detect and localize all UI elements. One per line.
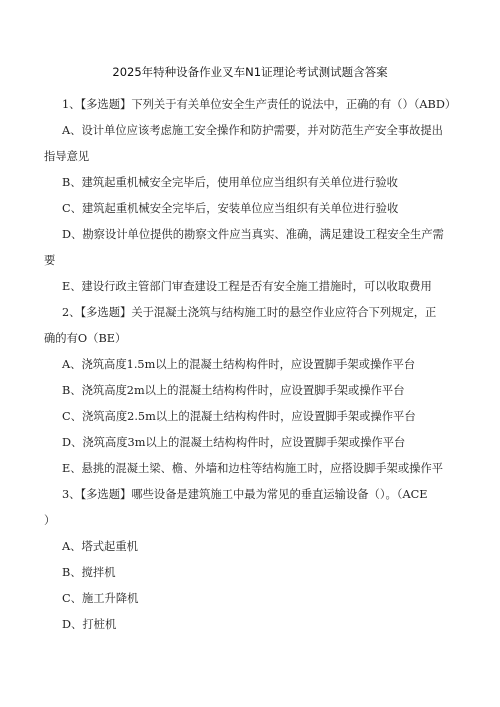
text-line: 2、【多选题】关于混凝土浇筑与结构施工时的悬空作业应符合下列规定，正 <box>62 306 437 319</box>
text-line: 确的有O（BE） <box>44 332 127 345</box>
text-line: C、浇筑高度2.5m以上的混凝土结构构件时，应设置脚手架或操作平台 <box>62 410 416 423</box>
text-line: 1、【多选题】下列关于有关单位安全生产责任的说法中，正确的有（）（ABD） <box>62 98 457 111</box>
text-line: 指导意见 <box>44 150 90 163</box>
text-line: E、悬挑的混凝土梁、檐、外墙和边柱等结构施工时，应搭设脚手架或操作平 <box>62 462 444 475</box>
text-line: B、搅拌机 <box>62 566 116 579</box>
text-line: A、塔式起重机 <box>62 540 138 553</box>
text-line: C、施工升降机 <box>62 592 139 605</box>
text-line: A、设计单位应该考虑施工安全操作和防护需要，并对防范生产安全事故提出 <box>62 124 443 137</box>
text-line: 3、【多选题】哪些设备是建筑施工中最为常见的垂直运输设备（）。（ACE <box>62 488 428 501</box>
text-line: B、建筑起重机械安全完毕后，使用单位应当组织有关单位进行验收 <box>62 176 398 189</box>
document-body <box>44 92 464 638</box>
text-line: B、浇筑高度2m以上的混凝土结构构件时，应设置脚手架或操作平台 <box>62 384 405 397</box>
text-line: D、勘察设计单位提供的勘察文件应当真实、准确，满足建设工程安全生产需 <box>62 228 444 241</box>
text-line: E、建设行政主管部门审查建设工程是否有安全施工措施时，可以收取费用 <box>62 280 432 293</box>
text-line: D、浇筑高度3m以上的混凝土结构构件时，应设置脚手架或操作平台 <box>62 436 406 449</box>
document-title: 2025年特种设备作业叉车N1证理论考试测试题含答案 <box>112 65 388 79</box>
text-line: A、浇筑高度1.5m以上的混凝土结构构件时，应设置脚手架或操作平台 <box>62 358 416 371</box>
text-line: C、建筑起重机械安全完毕后，安装单位应当组织有关单位进行验收 <box>62 202 399 215</box>
text-line: D、打桩机 <box>62 618 117 631</box>
text-line: 要 <box>44 254 56 267</box>
text-line: ） <box>44 514 56 527</box>
